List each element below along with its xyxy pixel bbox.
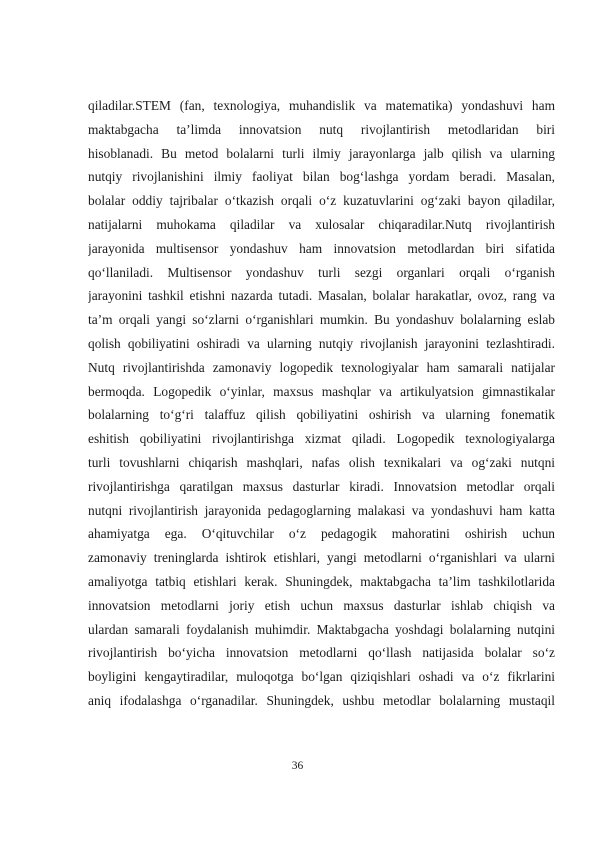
text-line: maktabgacha ta’limda innovatsion nutq rivojlantirish metodlaridan biri xyxy=(88,121,555,137)
text-line: jarayonini tashkil etishni nazarda tutadi. Masalan, bolalar harakatlar, ovoz, rang va xyxy=(88,288,555,304)
page-number: 36 xyxy=(291,760,304,772)
text-line: bolalar oddiy tajribalar o‘tkazish orqali o‘z kuzatuvlarini og‘zaki bayon qiladilar, xyxy=(88,193,555,209)
text-line: amaliyotga tatbiq etishlari kerak. Shuningdek, maktabgacha ta’lim tashkilotlarida xyxy=(88,573,555,589)
text-line: turli tovushlarni chiqarish mashqlari, nafas olish texnikalari va og‘zaki nutqni xyxy=(88,454,555,470)
text-line: qiladilar.STEM (fan, texnologiya, muhandislik va matematika) yondashuvi ham xyxy=(88,98,555,113)
text-line: jarayonida multisensor yondashuv ham innovatsion metodlardan biri sifatida xyxy=(88,240,555,256)
body-paragraph xyxy=(88,94,555,713)
text-line: rivojlantirishga qaratilgan maxsus dasturlar kiradi. Innovatsion metodlar orqali xyxy=(88,478,555,494)
text-line: ulardan samarali foydalanish muhimdir. Maktabgacha yoshdagi bolalarning nutqini xyxy=(88,621,555,637)
text-line: boyligini kengaytiradilar, muloqotga bo‘lgan qiziqishlari oshadi va o‘z fikrlarini xyxy=(88,669,555,685)
text-line: ahamiyatga ega. O‘qituvchilar o‘z pedagogik mahoratini oshirish uchun xyxy=(88,526,555,542)
text-line: Nutq rivojlantirishda zamonaviy logopedik texnologiyalar ham samarali natijalar xyxy=(88,359,555,375)
text-line: qolish qobiliyatini oshiradi va ularning nutqiy rivojlanish jarayonini tezlashtiradi. xyxy=(88,335,555,351)
text-line: bolalarning to‘g‘ri talaffuz qilish qobiliyatini oshirish va ularning fonematik xyxy=(88,407,555,423)
text-line: natijalarni muhokama qiladilar va xulosalar chiqaradilar.Nutq rivojlantirish xyxy=(88,216,555,232)
text-line: qo‘llaniladi. Multisensor yondashuv turli sezgi organlari orqali o‘rganish xyxy=(88,264,555,280)
text-line: innovatsion metodlarni joriy etish uchun maxsus dasturlar ishlab chiqish va xyxy=(88,597,555,613)
text-line: nutqiy rivojlanishini ilmiy faoliyat bilan bog‘lashga yordam beradi. Masalan, xyxy=(88,169,555,185)
text-line: aniq ifodalashga o‘rganadilar. Shuningdek, ushbu metodlar bolalarning mustaqil xyxy=(88,692,555,708)
text-line: eshitish qobiliyatini rivojlantirishga xizmat qiladi. Logopedik texnologiyalarga xyxy=(88,431,555,447)
text-line: bermoqda. Logopedik o‘yinlar, maxsus mashqlar va artikulyatsion gimnastikalar xyxy=(88,383,555,399)
text-line: zamonaviy treninglarda ishtirok etishlari, yangi metodlarni o‘rganishlari va ularni xyxy=(88,550,555,566)
text-line: ta’m orqali yangi so‘zlarni o‘rganishlari mumkin. Bu yondashuv bolalarning eslab xyxy=(88,312,555,328)
text-line: rivojlantirish bo‘yicha innovatsion metodlarni qo‘llash natijasida bolalar so‘z xyxy=(88,645,555,661)
text-line: nutqni rivojlantirish jarayonida pedagoglarning malakasi va yondashuvi ham katta xyxy=(88,502,555,518)
text-line: hisoblanadi. Bu metod bolalarni turli ilmiy jarayonlarga jalb qilish va ularning xyxy=(88,145,555,161)
